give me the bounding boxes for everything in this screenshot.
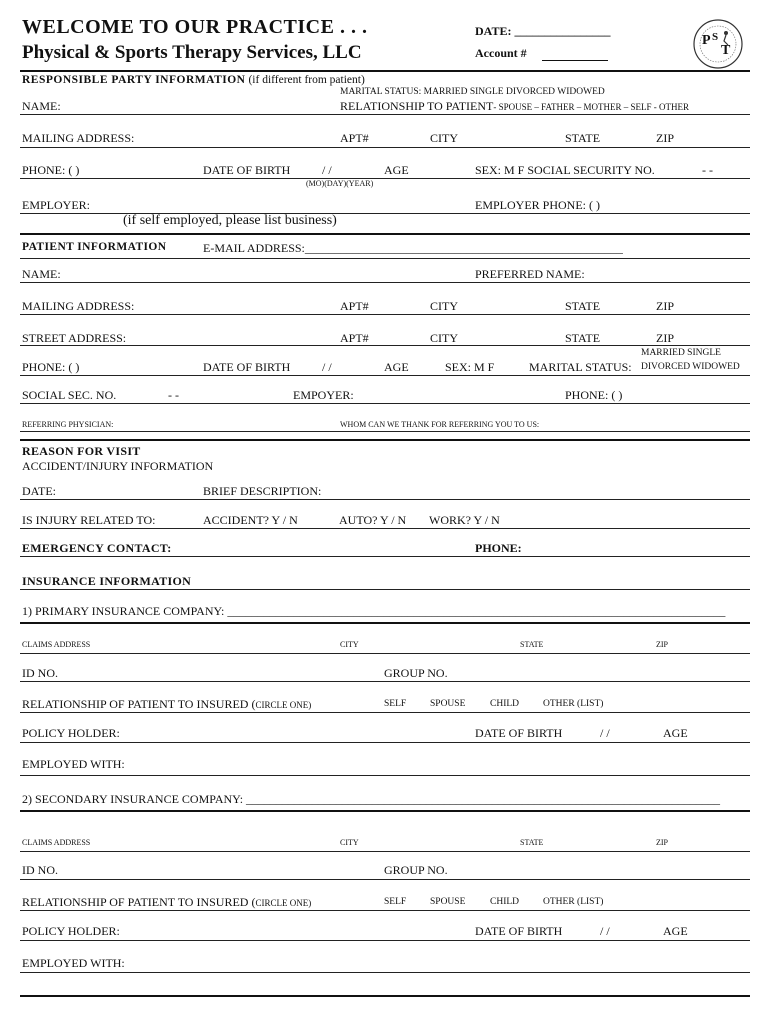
primary-relationship-line — [20, 712, 750, 713]
patient-mailing-label: MAILING ADDRESS: — [22, 299, 135, 313]
relationship-options[interactable]: - SPOUSE – FATHER – MOTHER – SELF - OTHER — [493, 102, 689, 112]
patient-zip-label: ZIP — [656, 299, 674, 313]
patient-city-label: CITY — [430, 299, 458, 313]
responsible-apt-label: APT# — [340, 131, 369, 145]
svg-text:S: S — [712, 31, 719, 43]
referring-line[interactable] — [20, 431, 750, 432]
patient-ssn-line[interactable] — [20, 403, 750, 404]
patient-street-state-label: STATE — [565, 331, 601, 345]
svg-text:P: P — [702, 33, 711, 48]
divider — [20, 810, 750, 812]
patient-name-line[interactable] — [20, 282, 750, 283]
emergency-phone-label: PHONE: — [475, 541, 522, 555]
secondary-spouse-option[interactable]: SPOUSE — [430, 897, 466, 907]
primary-zip-label: ZIP — [656, 640, 668, 649]
visit-heading: REASON FOR VISIT — [22, 444, 141, 458]
patient-state-label: STATE — [565, 299, 601, 313]
responsible-city-label: CITY — [430, 131, 458, 145]
patient-street-line[interactable] — [20, 345, 750, 346]
injury-related-label: IS INJURY RELATED TO: — [22, 513, 156, 527]
responsible-relationship[interactable] — [340, 99, 689, 114]
secondary-id-label: ID NO. — [22, 863, 58, 877]
primary-child-option[interactable]: CHILD — [490, 699, 520, 709]
secondary-claims-line[interactable] — [20, 851, 750, 852]
divider — [20, 439, 750, 441]
responsible-phone-line[interactable] — [20, 178, 750, 179]
primary-insurance-field[interactable]: 1) PRIMARY INSURANCE COMPANY: ___________________________________________________________________________________ — [22, 604, 726, 618]
secondary-relationship-line — [20, 910, 750, 911]
injury-description-label: BRIEF DESCRIPTION: — [203, 484, 322, 498]
responsible-sex-ssn-label[interactable]: SEX: M F SOCIAL SECURITY NO. — [475, 163, 655, 177]
patient-street-apt-label: APT# — [340, 331, 369, 345]
primary-policy-holder-label: POLICY HOLDER: — [22, 726, 120, 740]
patient-age-label: AGE — [384, 360, 409, 374]
injury-related-line — [20, 528, 750, 529]
primary-policy-line[interactable] — [20, 742, 750, 743]
secondary-dob-label: DATE OF BIRTH — [475, 924, 563, 938]
auto-option[interactable]: AUTO? Y / N — [339, 513, 407, 527]
emergency-line[interactable] — [20, 556, 750, 557]
responsible-heading — [22, 72, 365, 87]
secondary-dob-slashes[interactable]: / / — [600, 924, 610, 938]
patient-mailing-line[interactable] — [20, 314, 750, 315]
responsible-dob-label: DATE OF BIRTH — [203, 163, 291, 177]
primary-city-label: CITY — [340, 640, 359, 649]
responsible-employer-label: EMPLOYER: — [22, 198, 91, 212]
secondary-group-label: GROUP NO. — [384, 863, 448, 877]
form-title: WELCOME TO OUR PRACTICE . . . — [22, 16, 368, 38]
divider — [20, 233, 750, 235]
divider — [20, 589, 750, 590]
secondary-insurance-field[interactable]: 2) SECONDARY INSURANCE COMPANY: _______________________________________________________________________________ — [22, 792, 721, 806]
primary-employed-label: EMPLOYED WITH: — [22, 757, 125, 771]
account-field-line[interactable] — [542, 60, 608, 61]
responsible-heading-text: RESPONSIBLE PARTY INFORMATION — [22, 74, 246, 86]
practice-name: Physical & Sports Therapy Services, LLC — [22, 42, 362, 63]
patient-street-zip-label: ZIP — [656, 331, 674, 345]
primary-state-label: STATE — [520, 640, 544, 649]
patient-marital-label: MARITAL STATUS: — [529, 360, 632, 374]
self-employed-note: (if self employed, please list business) — [123, 213, 337, 228]
insurance-heading: INSURANCE INFORMATION — [22, 574, 192, 588]
patient-marital-options-top[interactable]: MARRIED SINGLE — [641, 348, 721, 358]
patient-phone-line[interactable] — [20, 375, 750, 376]
secondary-employed-label: EMPLOYED WITH: — [22, 956, 125, 970]
primary-claims-line[interactable] — [20, 653, 750, 654]
primary-dob-label: DATE OF BIRTH — [475, 726, 563, 740]
responsible-dob-slashes[interactable]: / / — [322, 163, 332, 177]
primary-self-option[interactable]: SELF — [384, 699, 407, 709]
injury-date-line[interactable] — [20, 499, 750, 500]
primary-id-line[interactable] — [20, 681, 750, 682]
relationship-label: RELATIONSHIP TO PATIENT — [340, 99, 494, 113]
secondary-policy-line[interactable] — [20, 940, 750, 941]
patient-email-field[interactable]: E-MAIL ADDRESS:_____________________________________________________ — [203, 241, 623, 255]
secondary-age-label: AGE — [663, 924, 688, 938]
injury-date-label: DATE: — [22, 484, 56, 498]
patient-marital-options-bottom[interactable]: DIVORCED WIDOWED — [641, 362, 740, 372]
responsible-zip-label: ZIP — [656, 131, 674, 145]
accident-option[interactable]: ACCIDENT? Y / N — [203, 513, 298, 527]
emergency-contact-label: EMERGENCY CONTACT: — [22, 541, 172, 555]
primary-claims-address-label: CLAIMS ADDRESS — [22, 640, 91, 649]
patient-name-label: NAME: — [22, 267, 61, 281]
responsible-name-label: NAME: — [22, 99, 61, 113]
secondary-other-option[interactable]: OTHER (LIST) — [543, 897, 604, 907]
practice-logo-icon — [692, 18, 744, 70]
primary-relationship-label — [22, 697, 311, 712]
secondary-policy-holder-label: POLICY HOLDER: — [22, 924, 120, 938]
secondary-employed-line[interactable] — [20, 972, 750, 973]
secondary-relationship-label — [22, 895, 311, 910]
responsible-heading-note: (if different from patient) — [248, 74, 365, 86]
primary-id-label: ID NO. — [22, 666, 58, 680]
divider — [20, 622, 750, 624]
secondary-state-label: STATE — [520, 838, 544, 847]
secondary-self-option[interactable]: SELF — [384, 897, 407, 907]
responsible-ssn-dashes[interactable]: - - — [702, 163, 713, 177]
divider — [20, 258, 750, 259]
patient-dob-label: DATE OF BIRTH — [203, 360, 291, 374]
responsible-employer-phone-label: EMPLOYER PHONE: ( ) — [475, 198, 600, 212]
secondary-id-line[interactable] — [20, 879, 750, 880]
patient-employer-label: EMPOYER: — [293, 388, 354, 402]
patient-ssn-dashes[interactable]: - - — [168, 388, 179, 402]
responsible-name-line[interactable] — [20, 114, 750, 115]
date-field[interactable]: DATE: ________________ — [475, 24, 611, 38]
visit-subheading: ACCIDENT/INJURY INFORMATION — [22, 459, 214, 473]
patient-sex-options[interactable]: SEX: M F — [445, 360, 495, 374]
responsible-state-label: STATE — [565, 131, 601, 145]
patient-heading: PATIENT INFORMATION — [22, 241, 167, 253]
secondary-claims-address-label: CLAIMS ADDRESS — [22, 838, 91, 847]
primary-employed-line[interactable] — [20, 775, 750, 776]
patient-street-label: STREET ADDRESS: — [22, 331, 127, 345]
circle-one-note: CIRCLE ONE) — [255, 898, 312, 908]
responsible-dob-hint: (MO)(DAY)(YEAR) — [306, 179, 374, 188]
patient-street-city-label: CITY — [430, 331, 458, 345]
secondary-city-label: CITY — [340, 838, 359, 847]
patient-preferred-name-label: PREFERRED NAME: — [475, 267, 585, 281]
secondary-zip-label: ZIP — [656, 838, 668, 847]
patient-employer-phone-label: PHONE: ( ) — [565, 388, 623, 402]
responsible-marital-status[interactable]: MARITAL STATUS: MARRIED SINGLE DIVORCED WIDOWED — [340, 87, 605, 97]
primary-spouse-option[interactable]: SPOUSE — [430, 699, 466, 709]
patient-ssn-label: SOCIAL SEC. NO. — [22, 388, 117, 402]
primary-age-label: AGE — [663, 726, 688, 740]
svg-text:T: T — [721, 43, 731, 58]
responsible-age-label: AGE — [384, 163, 409, 177]
referring-physician-label: REFERRING PHYSICIAN: — [22, 420, 114, 429]
relationship-text: RELATIONSHIP OF PATIENT TO INSURED ( — [22, 697, 256, 711]
work-option[interactable]: WORK? Y / N — [429, 513, 500, 527]
responsible-mailing-label: MAILING ADDRESS: — [22, 131, 135, 145]
secondary-child-option[interactable]: CHILD — [490, 897, 520, 907]
patient-phone-label: PHONE: ( ) — [22, 360, 80, 374]
account-label: Account # — [475, 46, 527, 60]
patient-dob-slashes[interactable]: / / — [322, 360, 332, 374]
divider — [20, 995, 750, 997]
responsible-phone-label: PHONE: ( ) — [22, 163, 80, 177]
responsible-mailing-line[interactable] — [20, 147, 750, 148]
referral-thanks-label: WHOM CAN WE THANK FOR REFERRING YOU TO US: — [340, 420, 540, 429]
primary-dob-slashes[interactable]: / / — [600, 726, 610, 740]
patient-apt-label: APT# — [340, 299, 369, 313]
circle-one-note: CIRCLE ONE) — [255, 700, 312, 710]
primary-other-option[interactable]: OTHER (LIST) — [543, 699, 604, 709]
primary-group-label: GROUP NO. — [384, 666, 448, 680]
relationship-text: RELATIONSHIP OF PATIENT TO INSURED ( — [22, 895, 256, 909]
